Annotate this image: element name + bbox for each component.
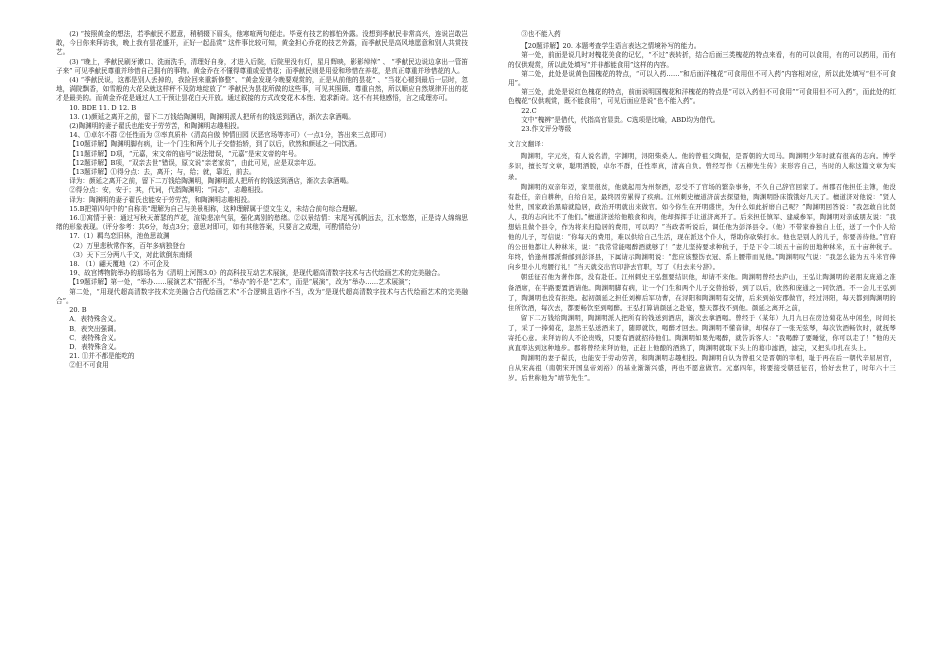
answer-paragraph: 【10题详解】陶渊明脚有病，让一个门生和两个儿子交替抬轿，到了以后，欣然和颜延之一同饮酒。 [69, 140, 362, 149]
answer-line: 译为：陶渊明的妻子翟氏也能安于劳劳苦，和陶渊明志趣相投。 [69, 195, 254, 204]
answer-paragraph: 译为：颜延之离开之前，留下二万钱给陶渊明，陶渊明派人把所有的钱送到酒店，渐次去拿酒喝。 [69, 177, 353, 186]
answer-line: D．表特殊含义。 [69, 342, 121, 351]
answer-line: ②得分点：安，安于；其，代词，代指陶渊明；“同志”，志趣相投。 [69, 186, 268, 195]
answer-line: 22.C [521, 106, 537, 115]
translation-title: 文言文翻译： [508, 140, 548, 149]
answer-line: 17.（1）羁鸟恋旧林，池鱼思故渊 [69, 232, 170, 241]
answer-paragraph: (4) “季献民说，这都是别人丢掉的，我捡回来重新修整”、“黄金发现今晚要观赏的，正是从前他的昙花” 、“当花心褪到最后一层时，忽地，满院飘香，如雪般的大花朵就这样秤不及防地绽放了” 季献民为昙花所做的这些事，可见其照顾、尊重自然，所以顺应自然规律开出的花才是最美的。而黄金乔花是通过人工干预让昙花白天开放。通过叙接的方式改变花木本性、追求新奇。这不有其他感悟，言之成理亦可。 [56, 76, 468, 103]
answer-paragraph: 第一处，前面是说几时对槐花美食的记忆，“不过”表转折，结合后面三类槐花的特点来看，有的可以食用，有的可以药用，而有的仅供观赏，所以此处填写“并非都能食用”这样的内容。 [508, 51, 896, 69]
translation-paragraph: 朝廷征召他为著作郎，没有赴任。江州刺史王弘想要结识他，却请不来他。陶渊明曾经去庐山，王弘让陶渊明的老朋友庞通之准备酒席，在半路要置酒请他。陶渊明脚有病，让一个门生和两个儿子交替抬轿，到了以后，欣然和庞通之一同饮酒。不一会儿王弘到了，陶渊明也没有拒绝。起初颜延之担任刘柳后军功曹，在浔阳和陶渊明有交情，后来到始安郡做官，经过浔阳，每天都到陶渊明的住所饮酒，每次去，都要畅饮至到喝醉。王弘打算请颜延之赴宴，整天都找不到他。颜延之离开之前， [508, 273, 896, 312]
answer-paragraph: 第二处，此处是说黄色国槐花的特点，“可以入药……”和后面洋槐花“可食用但不可入药”内容相对应，所以此处填写“但不可食用”。 [508, 69, 896, 88]
right-column [508, 30, 896, 383]
answer-paragraph: (2) “按照黄金的想法，若季献民不愿意，稍稍辍下眉头，他寒喧两句便走。毕竟有技艺的都怕外露。没想到季献民非常高兴，连说岂敢岂敢，今日你来拜访我，晚上我有昙花盛开，正好一起品赏” 这件事比较可知，黄金担心乔花的技艺外露，而季献民是高风地愿意和别人共赏技艺。 [56, 30, 468, 57]
answer-paragraph: 16.①寓情于景：通过写秋天萧瑟的芦花，渲染悲凉气氛，强化离别的愁绪。②以景结情：末尾写孤帆远去，江水悠悠，正是诗人绵绵思绪的形象表现。（评分参考：共6分，每点3分；意思对即可，如有其他答案，只要言之成理，可酌情给分） [56, 214, 468, 232]
answer-paragraph: 13. (1)颜延之离开之前，留下二万钱给陶渊明，陶渊明派人把所有的钱送到酒店，渐次去拿酒喝。 [69, 112, 355, 121]
translation-paragraph: 陶渊明，字元亮，有人说名潜，字渊明，浔阳柴桑人。他的曾祖父陶侃，是晋朝的大司马。陶渊明少年时就有很高的志向。博学多识，擅长写文章，聪明洒脱，卓尔不群，任性率真，清高自负。曾经写作《五柳先生传》来形容自己，当时的人称这篇文章为实录。 [508, 152, 896, 181]
answer-line: （2）万里悲秋常作客，百年多病独登台 [69, 241, 186, 250]
answer-line: 23.作文评分等级 [521, 125, 572, 134]
answer-line: 21. ①并不都是能吃的 [69, 352, 135, 361]
answer-paragraph: (3) “晚上，季献民刷牙漱口、洗面洗手，清理好自身，才进入后院，后院里没有灯，星月辉映，影影绰绰” 、 “季献民边说边拿出一管笛子来” 可见季献民尊重并珍惜自己拥有的事物。黄金乔在不懂得尊重或爱惜花；而季献民则是用爱和珍惜在养花，是真正尊重并珍惜花的人。 [56, 57, 468, 75]
answer-paragraph: 【19题详解】第一处，“举办……展演艺术”搭配不当，“举办”的不是“艺术”，而是“展演”，改为“举办……艺术展演”； [69, 278, 415, 287]
answer-paragraph: 15.B把第四句中的“自称美”理解为自己与美景相称，这种理解属于望文生义，未结合前句综合理解。 [69, 204, 362, 213]
answer-line: A．表特殊含义。 [69, 315, 121, 324]
answer-line: 10. BDE 11. D 12. B [69, 103, 137, 112]
answer-line: B．表突出强调。 [69, 324, 121, 333]
answer-line: （3）天下三分两八千文，对此欲倒东南倾 [69, 250, 193, 259]
answer-line: 20. B [69, 306, 87, 315]
answer-paragraph: 第三处，此处是说红色槐花的特点，前面说明国槐花和洋槐花的特点是“可以入药但不可食用”“可食用但不可入药”，而此处的红色槐花“仅供观赏，既不能食用”，可见后面应是说“也不能入药”。 [508, 88, 896, 106]
answer-line: 【20题详解】20. 本题考查学生语言表达之情境补写的能力。 [521, 42, 701, 51]
left-column [56, 30, 468, 371]
answer-line: 【11题详解】D项，“元嘉，宋文帝的庙号”说法错误，“元嘉”是宋文帝的年号。 [69, 149, 301, 158]
translation-paragraph: 陶渊明的妻子翟氏，也能安于劳动劳苦，和陶渊明志趣相投。陶渊明自认为曾祖父是晋朝的宰相，耻于再在后一朝代辛屈居官，自从宋高祖（南朝宋开国皇帝刘裕）的基业渐渐兴盛，再也不愿意做官。元嘉四年，将要接受朝廷征召，恰好去世了，时年六十三岁。后世称他为“靖节先生”。 [508, 354, 896, 383]
answer-line: 18. （1）翩天覆地（2）不可企及 [69, 260, 170, 269]
translation-paragraph: 陶渊明的双亲年迈，家里很贫，他就起用为州祭酒，忍受不了官场的繁杂事务，不久自己辞官回家了。州郡召他担任主簿，他没有赴任，亲自耕种，自给自足，最终因劳累得了疾病。江州刺史檀道济前去探望他，陶渊明卧床饿饿好几天了。檀道济对他说：“贤人处世，国家政治黑暗就隐居，政治开明就出来做官。如今你生在开明盛世，为什么如此折磨自己呢？”陶渊明回答说：“我怎敢自比贤人，我的志向比不了他们。”檀道济送给他粮食和肉，他却挥挥手让道济离开了。后来担任镇军、建威参军，陶渊明对亲戚朋友说：“我想姑且做个县令，作为将来归隐居的费用，可以吗？”当政者听说后，调任他为彭泽县令。（他）不带家眷独自上任，送了一个仆人给他的儿子，写信说：“你每天的费用，难以供给自己生活，现在派这个仆人，帮助你砍柴打水。他也是别人的儿子，你要善待他。”官府的公田他都让人种秫米，说：“我常常能喝醉酒就够了！”妻儿坚持要求种秔子，于是下令二顷五十亩的田地种秫米，五十亩种秔子。年终，恰逢州郡派督邮到彭泽县，下属请示陶渊明说：“您应该整饬衣冠、系上腰带而见他。”陶渊明叹气说：“我怎么能为五斗米官俸向乡里小儿弯腰行礼！”当天就交出官印辞去官职，写了《归去来兮辞》。 [508, 182, 896, 272]
answer-line: ③也不能入药 [521, 30, 561, 38]
answer-paragraph: 19、故宫博物院举办的那场名为《清明上河图3.0》的高科技互动艺术展演，是现代超高清数字技术与古代绘画艺术的完美融合。 [69, 269, 445, 278]
answer-line: 【13题详解】①得分点：去，离开；与，给；就，靠近，前去。 [69, 168, 256, 177]
answer-line: 文中“槐辨”是借代，代指高官显贵。C选项是比喻，ABD均为借代。 [521, 115, 720, 124]
answer-line: C．表特殊含义。 [69, 333, 121, 342]
answer-line: (2)陶渊明的妻子翟氏也能安于劳劳苦，和陶渊明志趣相投。 [69, 122, 244, 131]
translation-paragraph: 留下二万钱给陶渊明，陶渊明派人把所有的钱送到酒店，渐次去拿酒喝。曾经于（某年）九月九日在房边菊花丛中闲坐，时间长了，采了一捧菊花，忽然王弘送酒来了，随即就饮，喝醉才回去。陶渊明不懂音律，却保存了一张无弦琴，每次饮酒畅饮时，就抚琴寄托心意。来拜访的人不论贵贱，只要有酒就招待他们。陶渊明如果先喝醉，就告诉客人：“我喝醉了要睡觉，你可以走了！”他的天真直率达到这种地步。郡将曾经来拜访他，正赶上他酿的酒熟了，陶渊明就取下头上的葛巾滤酒，滤完，又把头巾扎在头上。 [508, 313, 896, 353]
answer-line: 【12题详解】B项，“双亲去世”错误，原文说“亲老家贫”，由此可见，应是双亲年迈。 [69, 158, 321, 167]
answer-paragraph: 第二处，“用现代超高清数字技术完美融合古代绘画艺术”不合逻辑且语序不当，改为“是现代超高清数字技术与古代绘画艺术的完美融合”。 [56, 287, 468, 305]
answer-paragraph: 14、①卓尔不群 ②任性而为 ③率真质朴（清高自傲 钟情田园 厌恶官场等亦可）（一点1分，答出来三点即可） [69, 131, 391, 140]
answer-line: ②但不可食用 [69, 361, 109, 370]
